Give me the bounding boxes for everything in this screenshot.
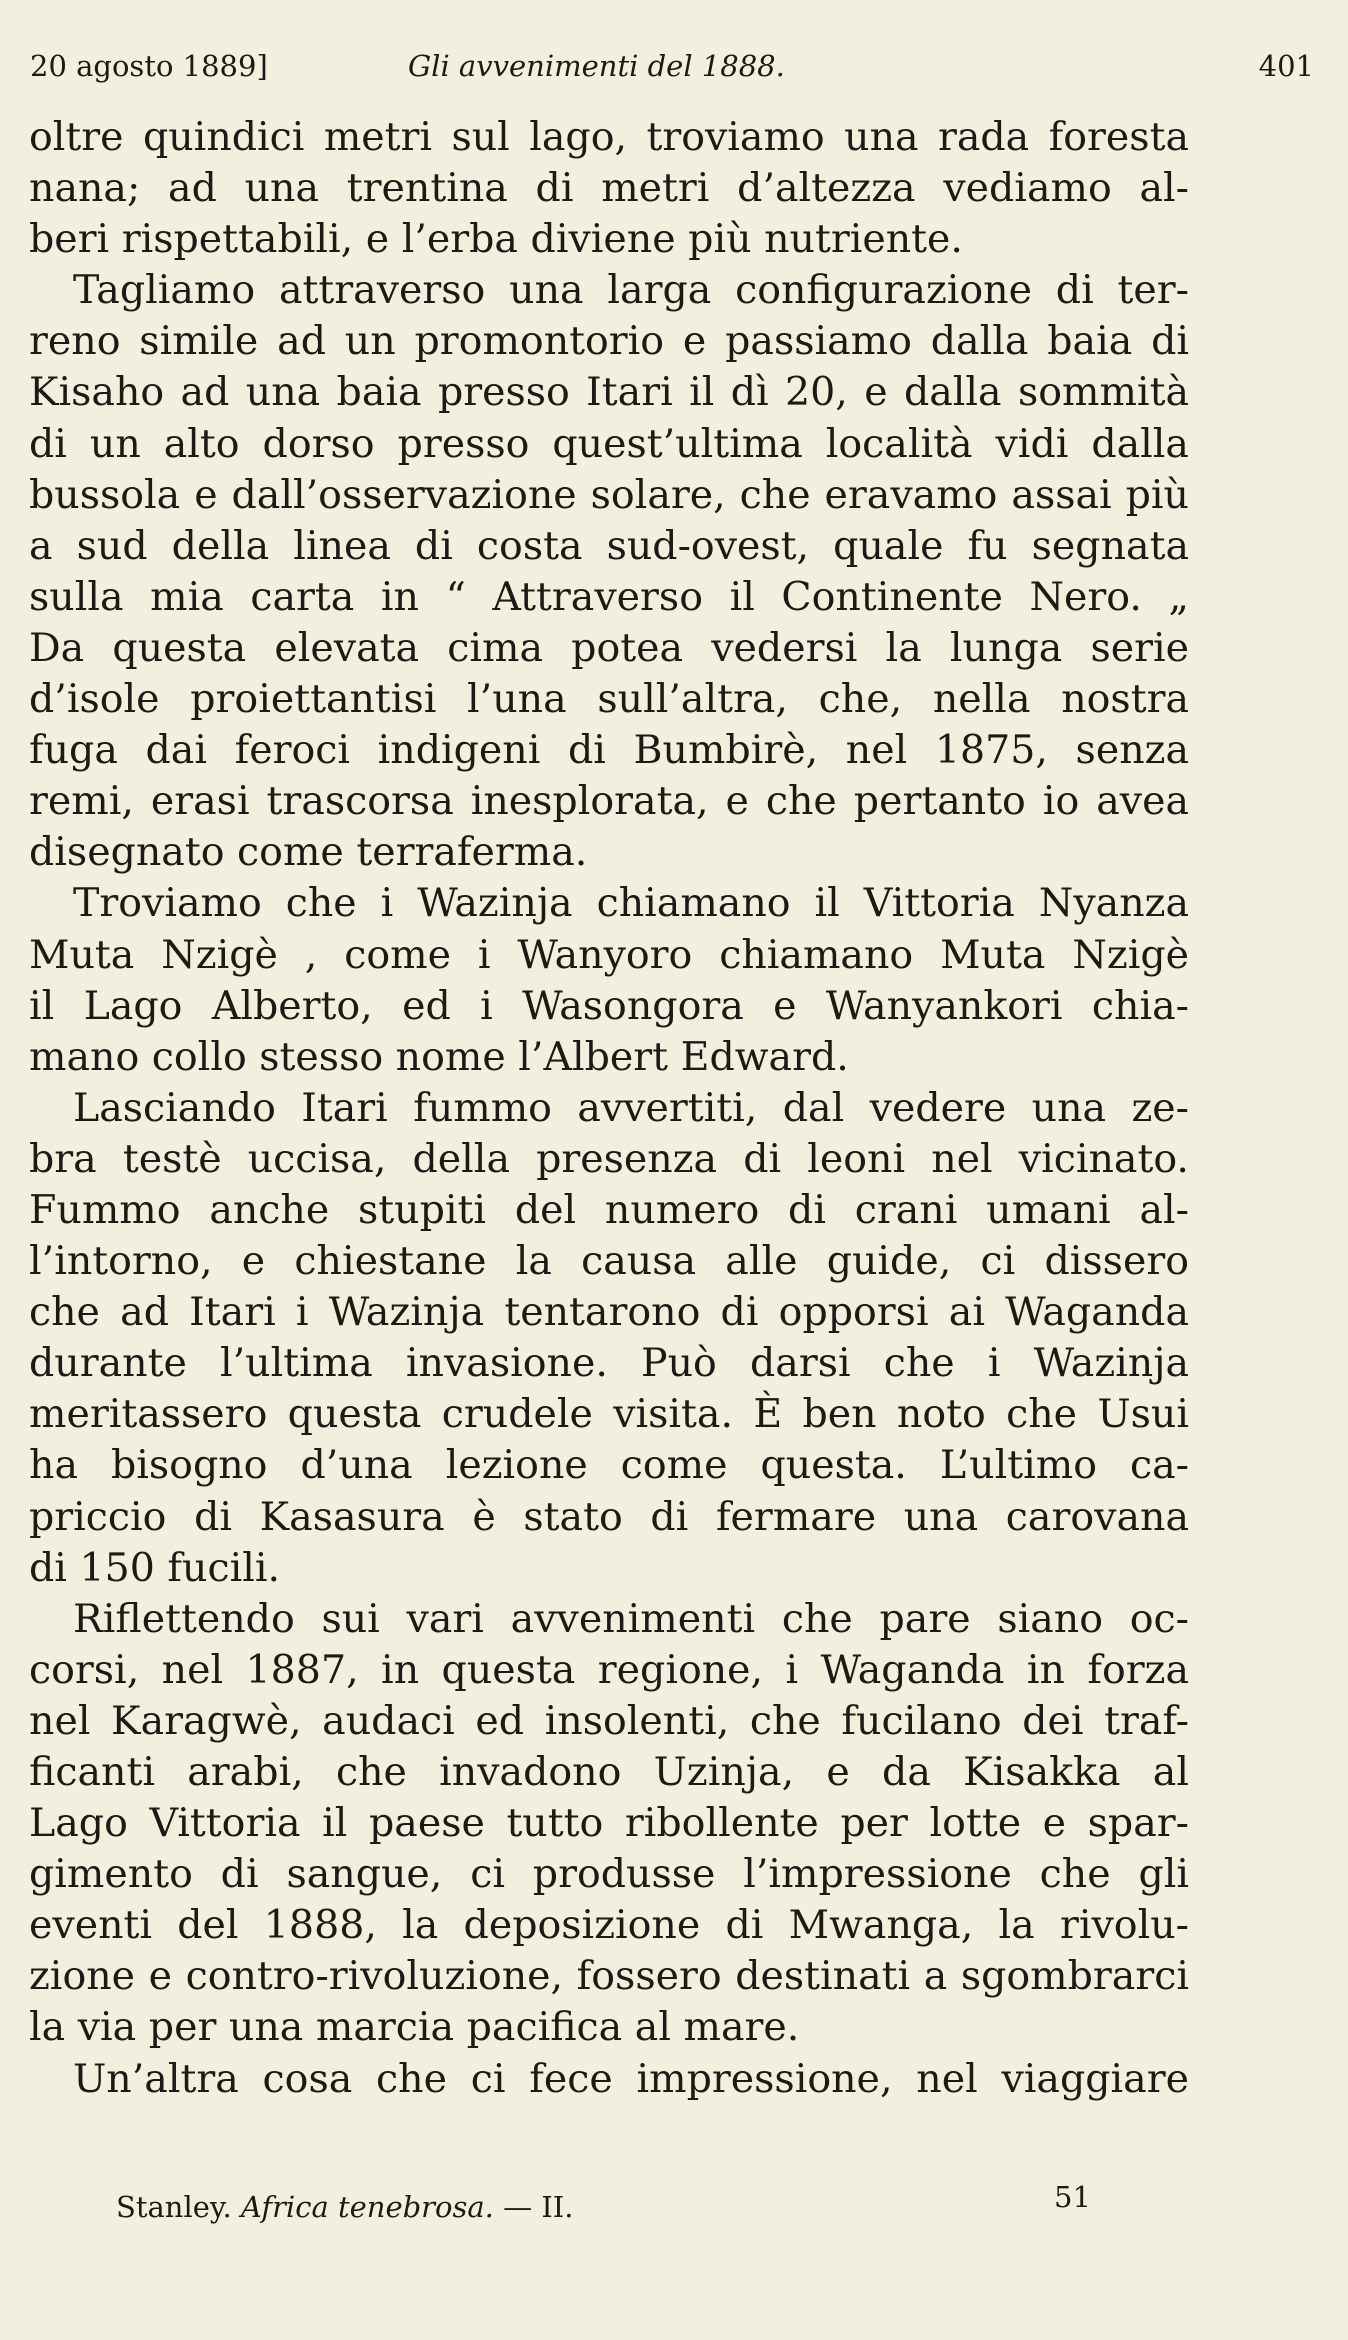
footer-author: Stanley. (116, 2190, 232, 2224)
footer-citation (116, 2182, 573, 2232)
footer-volume: — II. (503, 2190, 574, 2224)
header-title: Gli avvenimenti del 1888. (408, 49, 785, 83)
text-line: Da questa elevata cima potea vedersi la lunga serie (29, 624, 1189, 671)
text-line: di un alto dorso presso quest’ultima località vidi dalla (29, 420, 1189, 467)
header-date: 20 agosto 1889] (30, 49, 268, 83)
text-line: d’isole proiettantisi l’una sull’altra, che, nella nostra (29, 676, 1189, 723)
text-line: a sud della linea di costa sud-ovest, quale fu segnata (29, 522, 1189, 569)
text-line: sulla mia carta in “ Attraverso il Continente Nero. „ (29, 573, 1189, 620)
text-line: di 150 fucili. (29, 1544, 281, 1591)
text-line: durante l’ultima invasione. Può darsi che i Wazinja (29, 1340, 1189, 1387)
text-line: Lasciando Itari fummo avvertiti, dal vedere una ze- (73, 1084, 1189, 1131)
text-line: gimento di sangue, ci produsse l’impressione che gli (29, 1851, 1189, 1898)
text-line: la via per una marcia pacifica al mare. (29, 2004, 800, 2051)
footer-work-title: Africa tenebrosa. (240, 2190, 494, 2224)
text-line: fuga dai feroci indigeni di Bumbirè, nel 1875, senza (29, 727, 1189, 774)
text-line: ha bisogno d’una lezione come questa. L’ultimo ca- (29, 1442, 1189, 1489)
text-line: nel Karagwè, audaci ed insolenti, che fucilano dei traf- (29, 1697, 1189, 1744)
text-line: Muta Nzigè , come i Wanyoro chiamano Muta Nzigè (29, 931, 1189, 978)
text-line: eventi del 1888, la deposizione di Mwanga, la rivolu- (29, 1902, 1189, 1949)
running-header (30, 46, 1314, 86)
text-line: zione e contro-rivoluzione, fossero destinati a sgombrarci (29, 1953, 1189, 2000)
text-line: bussola e dall’osservazione solare, che eravamo assai più (29, 471, 1189, 518)
text-line: nana; ad una trentina di metri d’altezza vediamo al- (29, 165, 1189, 212)
text-line: oltre quindici metri sul lago, troviamo una rada foresta (29, 114, 1189, 160)
page-number: 401 (1258, 49, 1314, 83)
text-line: che ad Itari i Wazinja tentarono di opporsi ai Waganda (29, 1289, 1189, 1336)
text-line: remi, erasi trascorsa inesplorata, e che pertanto io avea (29, 778, 1189, 825)
signature-mark: 51 (1054, 2180, 1091, 2214)
text-line: Riflettendo sui vari avvenimenti che pare siano oc- (73, 1595, 1189, 1642)
text-line: ficanti arabi, che invadono Uzinja, e da Kisakka al (29, 1749, 1189, 1795)
text-line: Lago Vittoria il paese tutto ribollente per lotte e spar- (29, 1800, 1189, 1847)
text-line: Fummo anche stupiti del numero di crani umani al- (29, 1186, 1189, 1233)
text-line: Kisaho ad una baia presso Itari il dì 20, e dalla sommità (29, 369, 1189, 416)
text-line: l’intorno, e chiestane la causa alle guide, ci dissero (29, 1238, 1189, 1285)
text-line: bra testè uccisa, della presenza di leoni nel vicinato. (29, 1135, 1189, 1182)
text-line: meritassero questa crudele visita. È ben noto che Usui (29, 1391, 1189, 1438)
text-line: Tagliamo attraverso una larga configurazione di ter- (73, 267, 1189, 314)
text-line: beri rispettabili, e l’erba diviene più nutriente. (29, 216, 963, 263)
text-line: Troviamo che i Wazinja chiamano il Vittoria Nyanza (73, 880, 1189, 927)
text-line: il Lago Alberto, ed i Wasongora e Wanyankori chia- (29, 982, 1189, 1029)
text-line: corsi, nel 1887, in questa regione, i Waganda in forza (29, 1646, 1189, 1693)
text-line: Un’altra cosa che ci fece impressione, nel viaggiare (73, 2055, 1189, 2102)
text-line: priccio di Kasasura è stato di fermare una carovana (29, 1493, 1189, 1540)
text-line: mano collo stesso nome l’Albert Edward. (29, 1033, 849, 1080)
signature-footer (116, 2180, 1116, 2230)
body-text (29, 112, 1189, 2105)
text-line: reno simile ad un promontorio e passiamo dalla baia di (29, 318, 1189, 365)
text-line: disegnato come terraferma. (29, 829, 588, 876)
